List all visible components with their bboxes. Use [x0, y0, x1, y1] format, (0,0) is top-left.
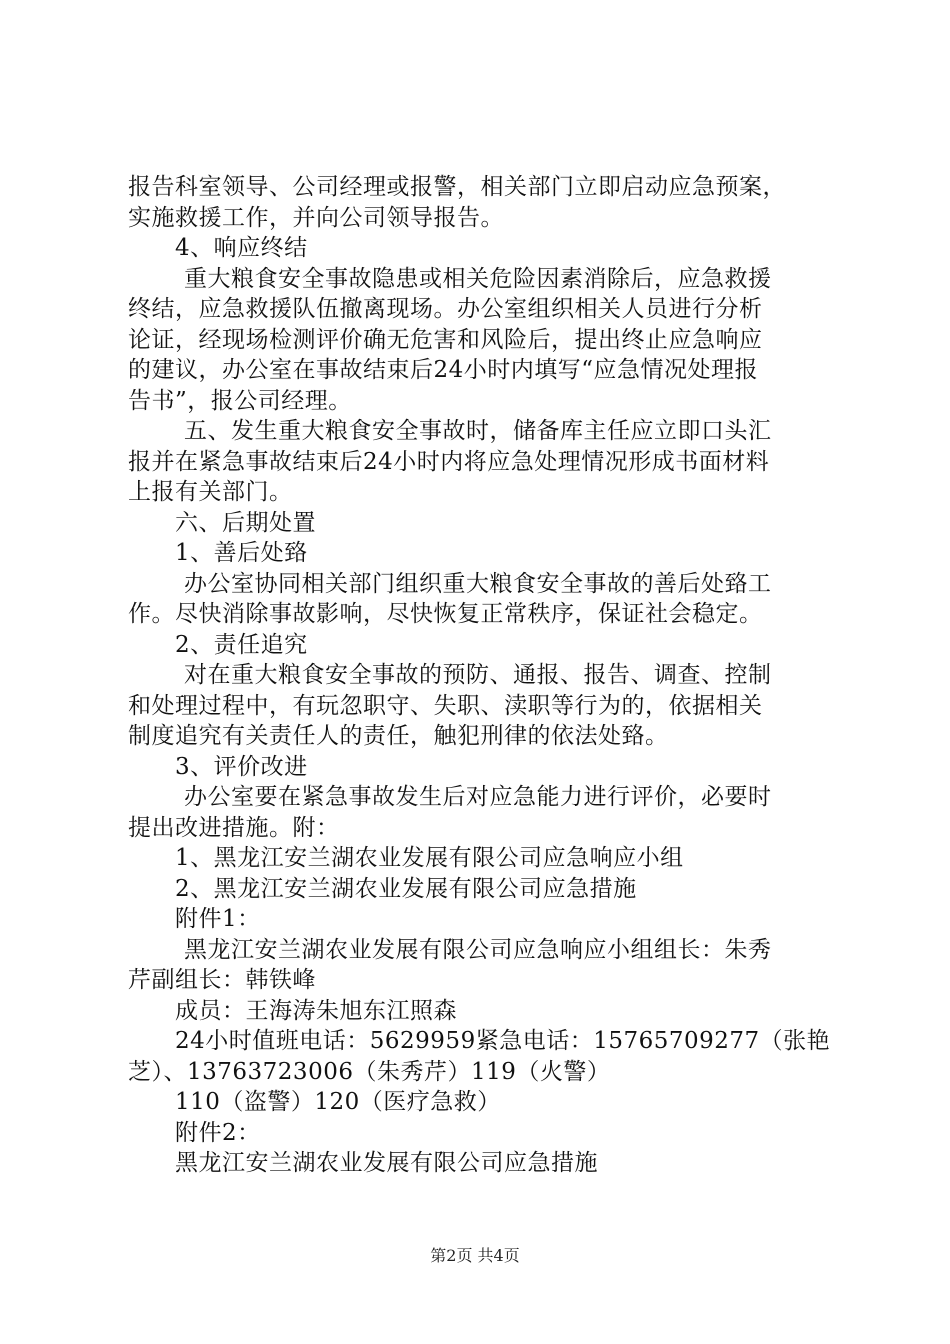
body-line: 上报有关部门。 — [128, 479, 293, 505]
section-heading: 4、响应终结 — [175, 235, 308, 261]
body-line: 五、发生重大粮食安全事故时，储备库主任应立即口头汇 — [184, 418, 772, 444]
body-line: 终结，应急救援队伍撤离现场。办公室组织相关人员进行分析 — [128, 296, 763, 322]
body-line: 24小时值班电话：5629959紧急电话：15765709277（张艳 — [175, 1028, 831, 1054]
body-line: 黑龙江安兰湖农业发展有限公司应急响应小组组长：朱秀 — [184, 936, 772, 963]
body-line: 告书”，报公司经理。 — [128, 387, 352, 414]
attachment-heading: 附件2： — [175, 1119, 261, 1146]
body-line: 实施救援工作，并向公司领导报告。 — [128, 204, 504, 231]
attachment-heading: 附件1： — [175, 906, 261, 932]
body-line: 报告科室领导、公司经理或报警，相关部门立即启动应急预案， — [128, 174, 786, 200]
body-line: 黑龙江安兰湖农业发展有限公司应急措施 — [175, 1150, 598, 1176]
body-line: 报并在紧急事故结束后24小时内将应急处理情况形成书面材料 — [128, 448, 770, 475]
attachment-list-item: 2、黑龙江安兰湖农业发展有限公司应急措施 — [175, 875, 637, 902]
body-line: 制度追究有关责任人的责任，触犯刑律的依法处臵。 — [128, 723, 669, 749]
body-line: 办公室要在紧急事故发生后对应急能力进行评价，必要时 — [184, 784, 772, 810]
section-heading: 3、评价改进 — [175, 753, 308, 780]
document-body — [128, 172, 840, 1179]
body-line: 提出改进措施。附： — [128, 814, 340, 841]
body-line: 的建议，办公室在事故结束后24小时内填写“应急情况处理报 — [128, 357, 759, 383]
section-heading: 2、责任追究 — [175, 631, 308, 658]
page-number-footer: 第2页 共4页 — [430, 1246, 520, 1265]
body-line: 110（盗警）120（医疗急救） — [175, 1089, 501, 1115]
body-line: 重大粮食安全事故隐患或相关危险因素消除后，应急救援 — [184, 265, 772, 292]
body-line: 作。尽快消除事故影响，尽快恢复正常秩序，保证社会稳定。 — [128, 601, 763, 627]
body-line: 办公室协同相关部门组织重大粮食安全事故的善后处臵工 — [184, 570, 772, 597]
section-heading: 1、善后处臵 — [175, 540, 308, 566]
body-line: 对在重大粮食安全事故的预防、通报、报告、调查、控制 — [184, 662, 772, 688]
body-line: 成员：王海涛朱旭东江照森 — [175, 997, 457, 1024]
body-line: 和处理过程中，有玩忽职守、失职、渎职等行为的，依据相关 — [128, 692, 763, 719]
attachment-list-item: 1、黑龙江安兰湖农业发展有限公司应急响应小组 — [175, 845, 684, 871]
section-heading: 六、后期处置 — [175, 509, 316, 536]
body-line: 芹副组长：韩铁峰 — [128, 967, 316, 993]
body-line: 芝）、13763723006（朱秀芹）119（火警） — [128, 1058, 611, 1085]
body-line: 论证，经现场检测评价确无危害和风险后，提出终止应急响应 — [128, 326, 763, 353]
